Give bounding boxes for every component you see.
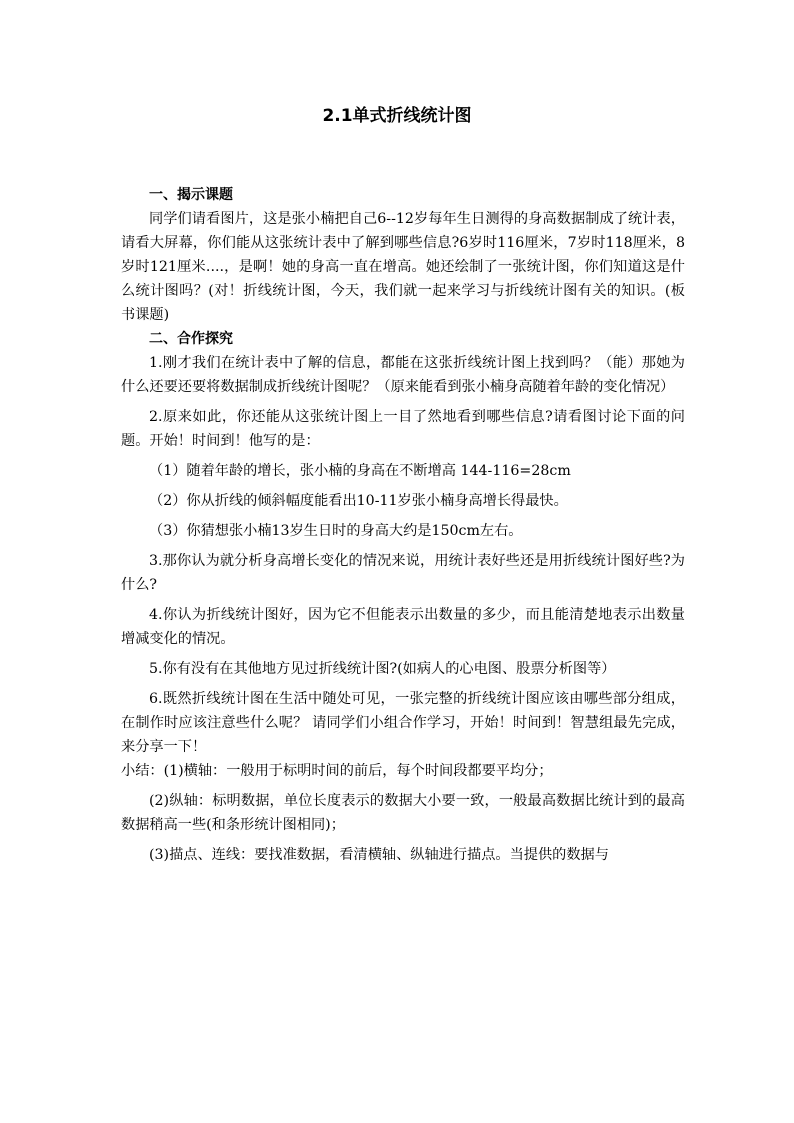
document-body bbox=[121, 183, 685, 867]
inquiry-subitem-2: （2）你从折线的倾斜幅度能看出10-11岁张小楠身高增长得最快。 bbox=[149, 493, 568, 509]
summary-line-1: 小结：(1)横轴：一般用于标明时间的前后，每个时间段都要平均分； bbox=[121, 763, 553, 779]
inquiry-item-1: 1.刚才我们在统计表中了解的信息，都能在这张折线统计图上找到吗？（能）那她为什么还要还要将数据制成折线统计图呢？（原来能看到张小楠身高随着年龄的变化情况） bbox=[121, 355, 685, 395]
inquiry-item-6: 6.既然折线统计图在生活中随处可见，一张完整的折线统计图应该由哪些部分组成，在制作时应该注意些什么呢？ 请同学们小组合作学习，开始！时间到！智慧组最先完成，来分享一下！ bbox=[121, 691, 685, 755]
page-title: 2.1单式折线统计图 bbox=[322, 106, 472, 126]
section-paragraph-intro: 同学们请看图片，这是张小楠把自己6--12岁每年生日测得的身高数据制成了统计表，请看大屏幕，你们能从这张统计表中了解到哪些信息?6岁时116厘米，7岁时118厘米，8岁时121厘米....，是啊！她的身高一直在增高。她还绘制了一张统计图，你们知道这是什么统计图吗？(对！折线统计图，今天，我们就一起来学习与折线统计图有关的知识。(板书课题) bbox=[121, 211, 685, 323]
inquiry-item-2: 2.原来如此，你还能从这张统计图上一目了然地看到哪些信息?请看图讨论下面的问题。开始！时间到！他写的是： bbox=[121, 409, 685, 449]
summary-line-3: (3)描点、连线：要找准数据，看清横轴、纵轴进行描点。当提供的数据与 bbox=[149, 847, 609, 863]
section-heading-cooperative-inquiry: 二、合作探究 bbox=[149, 331, 233, 347]
section-heading-reveal-topic: 一、揭示课题 bbox=[149, 187, 233, 203]
inquiry-item-5: 5.你有没有在其他地方见过折线统计图?(如病人的心电图、股票分析图等） bbox=[149, 661, 616, 677]
inquiry-subitem-3: （3）你猜想张小楠13岁生日时的身高大约是150cm左右。 bbox=[149, 523, 523, 539]
inquiry-item-4: 4.你认为折线统计图好，因为它不但能表示出数量的多少，而且能清楚地表示出数量增减变化的情况。 bbox=[121, 607, 685, 647]
summary-line-2: (2)纵轴：标明数据，单位长度表示的数据大小要一致，一般最高数据比统计到的最高数据稍高一些(和条形统计图相同)； bbox=[121, 793, 685, 833]
inquiry-subitem-1: （1）随着年龄的增长，张小楠的身高在不断增高 144-116=28cm bbox=[149, 463, 571, 479]
inquiry-item-3: 3.那你认为就分析身高增长变化的情况来说，用统计表好些还是用折线统计图好些?为什么? bbox=[121, 553, 685, 593]
